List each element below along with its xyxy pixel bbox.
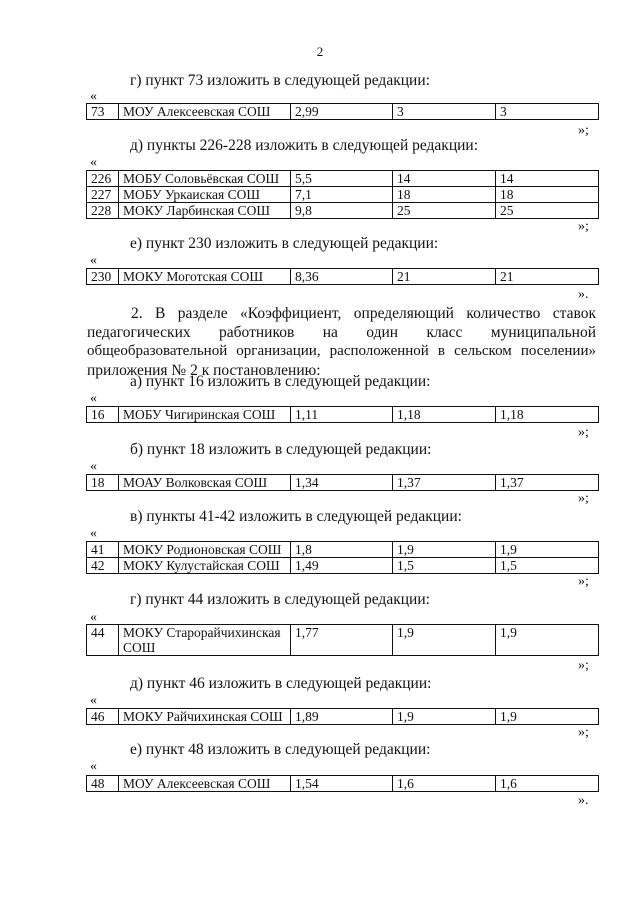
cell-school: МОКУ Райчихинская СОШ xyxy=(119,709,291,725)
cell-number: 16 xyxy=(87,407,119,423)
cell-school: МОАУ Волковская СОШ xyxy=(119,475,291,491)
table-row xyxy=(87,171,599,187)
table-row xyxy=(87,709,599,725)
cell-value: 18 xyxy=(393,187,496,203)
table-row xyxy=(87,269,599,285)
cell-number: 42 xyxy=(87,558,119,574)
cell-number: 41 xyxy=(87,542,119,558)
closing-quote: »; xyxy=(578,491,589,506)
cell-value: 25 xyxy=(496,203,599,219)
cell-school: МОКУ Ларбинская СОШ xyxy=(119,203,291,219)
cell-value: 1,9 xyxy=(393,542,496,558)
cell-value: 1,18 xyxy=(496,407,599,423)
cell-number: 226 xyxy=(87,171,119,187)
table-row xyxy=(87,558,599,574)
table-point-46 xyxy=(86,708,599,725)
table-row xyxy=(87,104,599,120)
cell-value: 2,99 xyxy=(291,104,393,120)
closing-quote: ». xyxy=(578,793,589,808)
cell-value: 21 xyxy=(393,269,496,285)
cell-value: 1,5 xyxy=(393,558,496,574)
cell-school: МОКУ Моготская СОШ xyxy=(119,269,291,285)
section-heading: е) пункт 48 изложить в следующей редакции: xyxy=(130,741,431,758)
cell-value: 1,8 xyxy=(291,542,393,558)
cell-value: 1,9 xyxy=(496,542,599,558)
section-heading: е) пункт 230 изложить в следующей редакции: xyxy=(130,235,439,252)
cell-number: 48 xyxy=(87,776,119,792)
closing-quote: »; xyxy=(578,574,589,589)
cell-school: МОУ Алексеевская СОШ xyxy=(119,776,291,792)
section-heading: а) пункт 16 изложить в следующей редакции: xyxy=(130,373,431,390)
cell-number: 73 xyxy=(87,104,119,120)
cell-value: 8,36 xyxy=(291,269,393,285)
cell-number: 227 xyxy=(87,187,119,203)
cell-value: 3 xyxy=(393,104,496,120)
table-row xyxy=(87,625,599,656)
cell-value: 18 xyxy=(496,187,599,203)
cell-value: 1,77 xyxy=(291,625,393,656)
table-row xyxy=(87,475,599,491)
section-heading: д) пункты 226-228 изложить в следующей редакции: xyxy=(130,137,479,154)
cell-value: 1,18 xyxy=(393,407,496,423)
section-heading: д) пункт 46 изложить в следующей редакции: xyxy=(130,675,432,692)
closing-quote: »; xyxy=(578,725,589,740)
cell-value: 1,5 xyxy=(496,558,599,574)
cell-value: 9,8 xyxy=(291,203,393,219)
opening-quote: « xyxy=(90,155,97,170)
cell-value: 1,6 xyxy=(496,776,599,792)
cell-school: МОБУ Соловьёвская СОШ xyxy=(119,171,291,187)
table-point-230 xyxy=(86,268,599,285)
table-point-18 xyxy=(86,474,599,491)
section-heading: в) пункты 41-42 изложить в следующей редакции: xyxy=(130,508,462,525)
cell-value: 7,1 xyxy=(291,187,393,203)
table-point-48 xyxy=(86,775,599,792)
section-heading: г) пункт 73 изложить в следующей редакции: xyxy=(130,72,430,89)
opening-quote: « xyxy=(90,253,97,268)
cell-value: 5,5 xyxy=(291,171,393,187)
cell-value: 1,9 xyxy=(393,625,496,656)
opening-quote: « xyxy=(90,693,97,708)
opening-quote: « xyxy=(90,526,97,541)
cell-value: 1,11 xyxy=(291,407,393,423)
cell-value: 14 xyxy=(496,171,599,187)
cell-number: 46 xyxy=(87,709,119,725)
table-points-226-228 xyxy=(86,170,599,219)
cell-value: 25 xyxy=(393,203,496,219)
table-row xyxy=(87,776,599,792)
cell-value: 1,37 xyxy=(496,475,599,491)
cell-number: 230 xyxy=(87,269,119,285)
cell-value: 1,49 xyxy=(291,558,393,574)
opening-quote: « xyxy=(90,391,97,406)
cell-number: 44 xyxy=(87,625,119,656)
cell-value: 1,34 xyxy=(291,475,393,491)
cell-school: МОКУ Родионовская СОШ xyxy=(119,542,291,558)
opening-quote: « xyxy=(90,459,97,474)
table-point-73 xyxy=(86,103,599,120)
closing-quote: ». xyxy=(578,287,589,302)
table-row xyxy=(87,203,599,219)
cell-value: 14 xyxy=(393,171,496,187)
table-point-44 xyxy=(86,624,599,656)
table-row xyxy=(87,187,599,203)
cell-value: 3 xyxy=(496,104,599,120)
paragraph-line-4: приложения № 2 к постановлению: xyxy=(87,362,321,379)
cell-value: 21 xyxy=(496,269,599,285)
page-number: 2 xyxy=(316,44,324,59)
cell-school: МОУ Алексеевская СОШ xyxy=(119,104,291,120)
paragraph-line-1: 2. В разделе «Коэффициент, определяющий количество ставок xyxy=(131,305,596,322)
cell-number: 18 xyxy=(87,475,119,491)
opening-quote: « xyxy=(90,89,97,104)
opening-quote: « xyxy=(90,759,97,774)
section-heading: б) пункт 18 изложить в следующей редакции: xyxy=(130,441,432,458)
opening-quote: « xyxy=(90,610,97,625)
cell-value: 1,54 xyxy=(291,776,393,792)
table-point-16 xyxy=(86,406,599,423)
cell-value: 1,6 xyxy=(393,776,496,792)
closing-quote: »; xyxy=(578,425,589,440)
paragraph-section-2 xyxy=(87,304,596,380)
cell-value: 1,89 xyxy=(291,709,393,725)
cell-value: 1,9 xyxy=(496,625,599,656)
closing-quote: »; xyxy=(578,658,589,673)
closing-quote: »; xyxy=(578,219,589,234)
cell-number: 228 xyxy=(87,203,119,219)
section-heading: г) пункт 44 изложить в следующей редакции: xyxy=(130,591,430,608)
table-points-41-42 xyxy=(86,541,599,574)
paragraph-line-2: педагогических работников на один класс муниципальной xyxy=(87,324,596,341)
cell-value: 1,9 xyxy=(496,709,599,725)
table-row xyxy=(87,407,599,423)
table-row xyxy=(87,542,599,558)
cell-school: МОБУ Уркаиская СОШ xyxy=(119,187,291,203)
paragraph-line-3: общеобразовательной организации, расположенной в сельском поселении» xyxy=(87,343,596,359)
cell-school: МОКУ Кулустайская СОШ xyxy=(119,558,291,574)
cell-school: МОБУ Чигиринская СОШ xyxy=(119,407,291,423)
closing-quote: »; xyxy=(578,123,589,138)
cell-school: МОКУ Старорайчихинская СОШ xyxy=(119,625,291,656)
cell-value: 1,9 xyxy=(393,709,496,725)
cell-value: 1,37 xyxy=(393,475,496,491)
